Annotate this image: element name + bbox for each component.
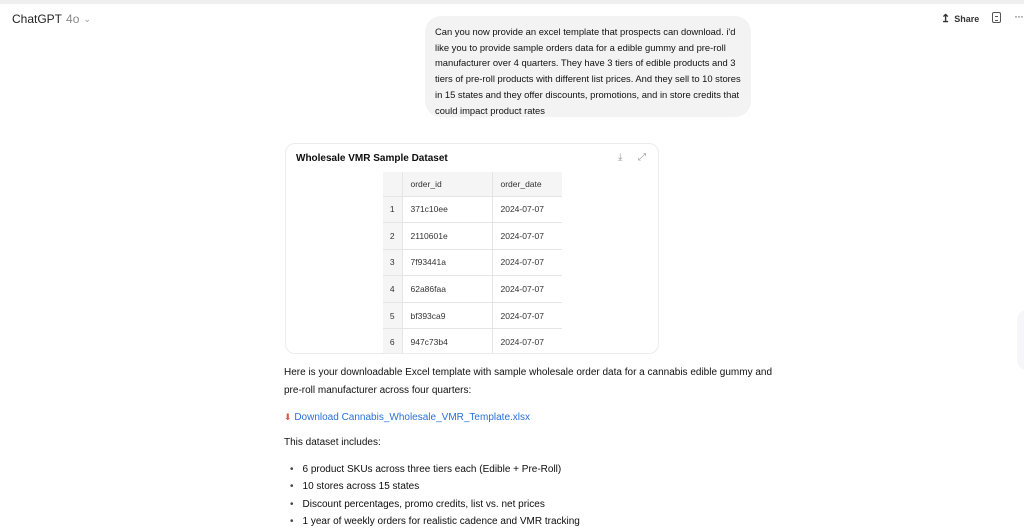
dataset-table — [383, 172, 562, 354]
list-item: • 1 year of weekly orders for realistic cadence and VMR tracking — [290, 513, 580, 530]
model-version: 4o — [66, 12, 80, 26]
table-cell: 2110601e — [402, 223, 492, 250]
list-item: • 10 stores across 15 states — [290, 478, 580, 495]
dataset-title: Wholesale VMR Sample Dataset — [296, 153, 448, 164]
user-message: Can you now provide an excel template that prospects can download. i'd like you to provide sample orders data for a edible gummy and pre-roll manufacturer over 4 quarters. They have 3 tiers of edible products and 3 tiers of pre-roll products with different list prices. And they sell to 10 stores in 15 states and they offer discounts, promotions, and in store credits that could impact product rates — [425, 16, 751, 117]
notes-icon[interactable] — [992, 12, 1001, 23]
chevron-down-icon: ⌄ — [83, 13, 91, 24]
list-item: • Discount percentages, promo credits, list vs. net prices — [290, 496, 580, 513]
download-icon[interactable]: ⤓ — [618, 152, 623, 163]
table-row — [383, 276, 562, 303]
table-cell: 7f93441a — [402, 249, 492, 276]
table-row — [383, 249, 562, 276]
table-cell: 2024-07-07 — [492, 329, 562, 354]
table-cell: 371c10ee — [402, 196, 492, 223]
index-header — [383, 172, 402, 196]
table-cell: 2024-07-07 — [492, 302, 562, 329]
download-link-label: Download Cannabis_Wholesale_VMR_Template.xlsx — [294, 412, 531, 423]
app-name: ChatGPT — [12, 12, 63, 26]
row-index: 5 — [383, 302, 402, 329]
row-index: 3 — [383, 249, 402, 276]
table-cell: 2024-07-07 — [492, 249, 562, 276]
share-icon: ↥ — [941, 13, 951, 25]
model-selector[interactable] — [12, 12, 91, 26]
download-file-icon: ⬇ — [284, 412, 292, 422]
includes-list — [290, 461, 580, 530]
share-button[interactable] — [941, 12, 979, 25]
table-row — [383, 329, 562, 354]
table-row — [383, 223, 562, 250]
expand-icon[interactable]: ⤢ — [638, 152, 646, 163]
table-row — [383, 302, 562, 329]
table-cell: 2024-07-07 — [492, 223, 562, 250]
includes-label: This dataset includes: — [284, 437, 381, 448]
row-index: 6 — [383, 329, 402, 354]
scroll-button[interactable] — [1017, 310, 1024, 370]
row-index: 4 — [383, 276, 402, 303]
column-header[interactable]: order_id — [402, 172, 492, 196]
download-link[interactable] — [284, 408, 530, 427]
column-header[interactable]: order_date — [492, 172, 562, 196]
list-item: • 6 product SKUs across three tiers each (Edible + Pre-Roll) — [290, 461, 580, 478]
table-cell: 62a86faa — [402, 276, 492, 303]
top-bar — [0, 0, 1024, 4]
row-index: 2 — [383, 223, 402, 250]
row-index: 1 — [383, 196, 402, 223]
table-row — [383, 196, 562, 223]
table-cell: 2024-07-07 — [492, 196, 562, 223]
table-cell: 947c73b4 — [402, 329, 492, 354]
dataset-card — [285, 143, 659, 354]
table-cell: 2024-07-07 — [492, 276, 562, 303]
share-label: Share — [954, 13, 980, 24]
more-options-icon[interactable]: ··· — [1014, 9, 1023, 23]
response-intro: Here is your downloadable Excel template with sample wholesale order data for a cannabis edible gummy and pre-roll manufacturer across four quarters: — [284, 367, 773, 396]
table-cell: bf393ca9 — [402, 302, 492, 329]
